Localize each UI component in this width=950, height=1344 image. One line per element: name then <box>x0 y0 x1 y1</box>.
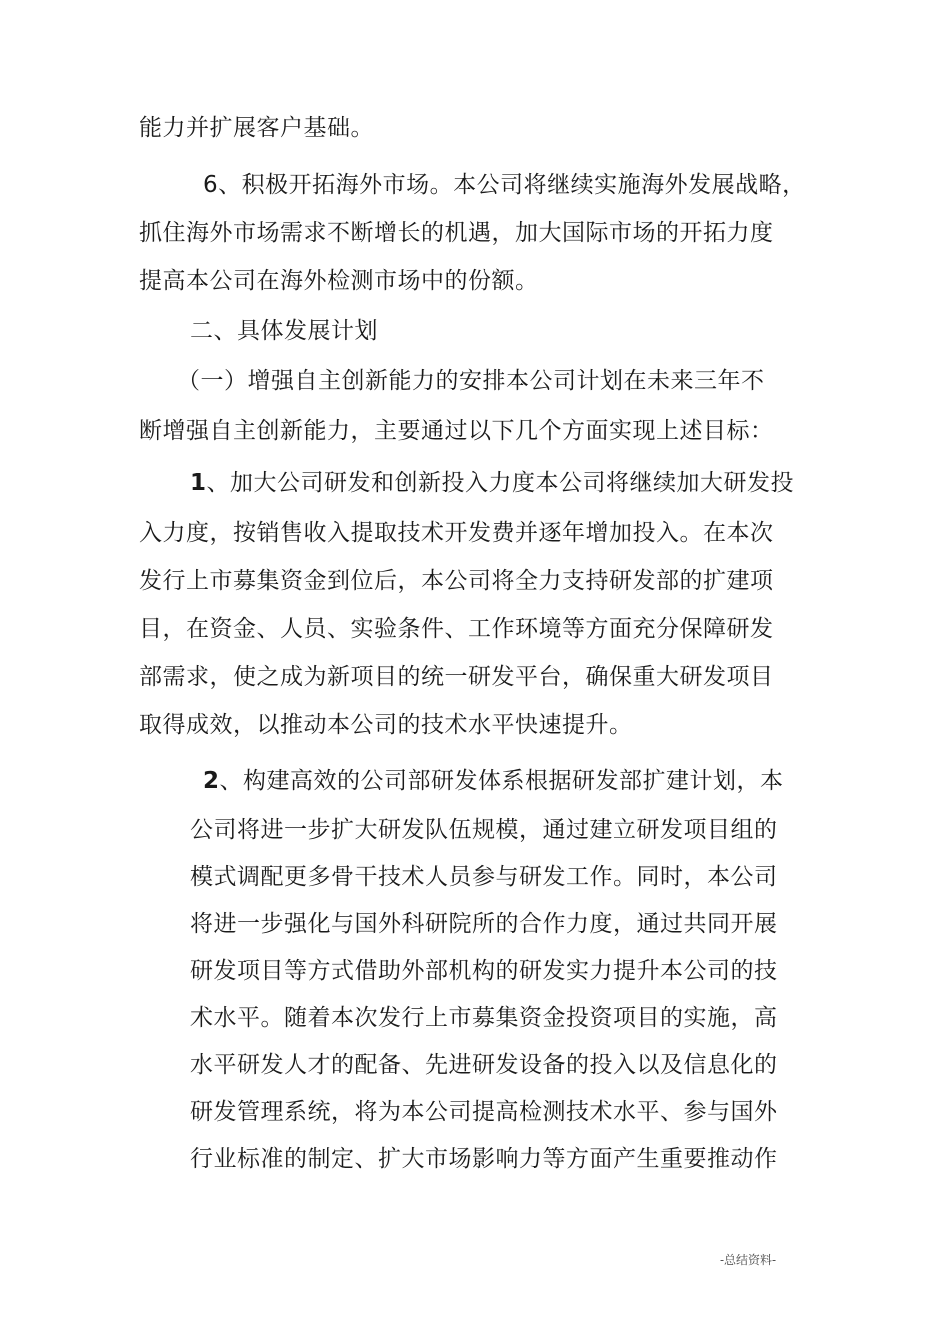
item-6-line: 抓住海外市场需求不断增长的机遇，加大国际市场的开拓力度 <box>139 220 774 246</box>
item-1-line: 发行上市募集资金到位后，本公司将全力支持研发部的扩建项 <box>139 568 774 594</box>
item-2-first-line <box>203 766 784 796</box>
item-2-text: 、构建高效的公司部研发体系根据研发部扩建计划，本 <box>219 768 784 794</box>
item-2-line: 将进一步强化与国外科研院所的合作力度，通过共同开展 <box>190 911 778 937</box>
item-2-line: 公司将进一步扩大研发队伍规模，通过建立研发项目组的 <box>190 817 778 843</box>
item-6-line: 提高本公司在海外检测市场中的份额。 <box>139 268 539 294</box>
subsection-line: （一）增强自主创新能力的安排本公司计划在未来三年不 <box>177 368 765 394</box>
paragraph-continuation-line: 能力并扩展客户基础。 <box>139 115 374 141</box>
item-2-line: 行业标准的制定、扩大市场影响力等方面产生重要推动作 <box>190 1146 778 1172</box>
page-footer: -总结资料- <box>720 1253 777 1267</box>
section-heading: 二、具体发展计划 <box>190 318 378 344</box>
item-2-number: 2 <box>203 768 220 794</box>
item-2-line: 研发管理系统，将为本公司提高检测技术水平、参与国外 <box>190 1099 778 1125</box>
item-2-line: 术水平。随着本次发行上市募集资金投资项目的实施，高 <box>190 1005 778 1031</box>
item-1-line: 目，在资金、人员、实验条件、工作环境等方面充分保障研发 <box>139 616 774 642</box>
subsection-line: 断增强自主创新能力，主要通过以下几个方面实现上述目标： <box>139 418 774 444</box>
item-1-line: 入力度，按销售收入提取技术开发费并逐年增加投入。在本次 <box>139 520 774 546</box>
item-1-line: 取得成效，以推动本公司的技术水平快速提升。 <box>139 712 633 738</box>
item-6-line: 6、积极开拓海外市场。本公司将继续实施海外发展战略， <box>203 172 806 198</box>
item-1-text: 、加大公司研发和创新投入力度本公司将继续加大研发投 <box>206 470 795 496</box>
item-1-number: 1 <box>190 470 207 496</box>
item-2-line: 模式调配更多骨干技术人员参与研发工作。同时，本公司 <box>190 864 778 890</box>
item-2-line: 研发项目等方式借助外部机构的研发实力提升本公司的技 <box>190 958 778 984</box>
item-1-first-line <box>190 468 794 498</box>
item-2-line: 水平研发人才的配备、先进研发设备的投入以及信息化的 <box>190 1052 778 1078</box>
item-1-line: 部需求，使之成为新项目的统一研发平台，确保重大研发项目 <box>139 664 774 690</box>
